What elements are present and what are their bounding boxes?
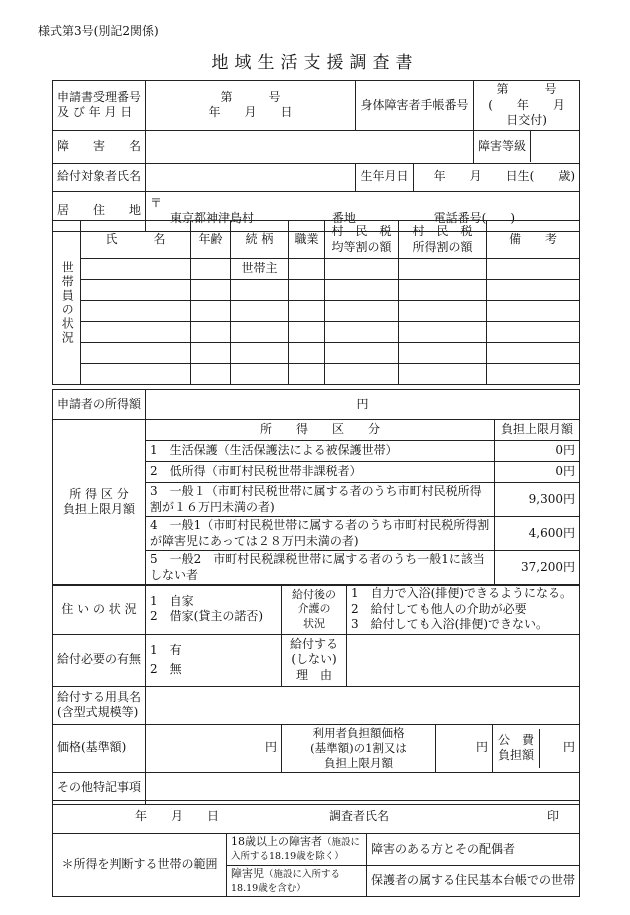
form-number-label: 様式第3号(別記2関係) [38,24,159,38]
member-tax-income-cell[interactable] [399,280,487,301]
member-job-cell[interactable] [289,259,325,280]
signature-row [53,801,580,834]
member-age-cell[interactable] [191,301,231,322]
recipient-name-field[interactable] [146,163,356,191]
household-header-name: 氏 名 [81,221,191,259]
burden-limit-amount: 0円 [495,462,580,483]
member-relation-cell[interactable] [231,343,289,364]
income-class-option[interactable]: 3 一般１（市町村民税世帯に属する者のうち市町村民税所得割が１６万円未満の者) [146,483,495,517]
scope-child-label: 障害児（施設に入所する18.19歳を含む） [227,865,367,897]
household-header-notes: 備 考 [487,221,580,259]
housing-option-rent[interactable]: 2 借家(貸主の諾否) [150,609,263,624]
seal-mark: 印 [546,809,559,824]
household-row [53,280,580,301]
investigator-name-label: 調査者氏名 [329,809,390,824]
reason-field[interactable] [347,634,580,686]
household-header-relation: 続 柄 [231,221,289,259]
burden-limit-amount: 37,200円 [495,551,580,585]
address-label: 居 住 地 [53,191,146,231]
member-tax-flat-cell[interactable] [325,364,399,385]
member-relation-cell[interactable] [231,301,289,322]
necessity-option-yes[interactable]: 1 有 [150,642,182,657]
housing-option-own[interactable]: 1 自家 [150,593,194,608]
public-burden-label: 公 費 負担額 [493,729,540,768]
member-notes-cell[interactable] [487,280,580,301]
household-table [52,220,580,385]
income-class-option[interactable]: 5 一般2 市町村民税課税世帯に属する者のうち一般1に該当しない者 [146,551,495,585]
member-tax-flat-cell[interactable] [325,259,399,280]
member-tax-flat-cell[interactable] [325,322,399,343]
member-tax-income-cell[interactable] [399,259,487,280]
income-class-header: 所 得 区 分 [146,420,495,441]
member-notes-cell[interactable] [487,259,580,280]
necessity-option-no[interactable]: 2 無 [150,662,182,677]
address-village: 東京都神津島村 [170,211,255,226]
applicant-basic-table [52,80,580,232]
member-notes-cell[interactable] [487,343,580,364]
burden-limit-amount: 0円 [495,441,580,462]
address-lot-label: 番地 [331,211,356,226]
scope-adult-label: 18歳以上の障害者（施設に入所する18.19歳を除く） [227,834,367,866]
member-tax-flat-cell[interactable] [325,301,399,322]
burden-limit-amount: 4,600円 [495,517,580,551]
birth-date-label: 生年月日 [356,163,414,191]
applicant-income-unit: 円 [356,396,369,411]
member-tax-flat-cell[interactable] [325,343,399,364]
care-status-label: 給付後の 介護の 状況 [282,585,347,635]
member-age-cell[interactable] [191,322,231,343]
member-name-cell[interactable] [81,343,191,364]
burden-limit-amount: 9,300円 [495,483,580,517]
income-class-option[interactable]: 1 生活保護（生活保護法による被保護世帯） [146,441,495,462]
member-name-cell[interactable] [81,301,191,322]
income-class-label: 所 得 区 分 負担上限月額 [53,420,146,586]
household-header-tax-flat: 村 民 税 均等割の額 [325,221,399,259]
necessity-options[interactable] [146,634,282,686]
care-status-options[interactable] [347,585,580,635]
user-burden-field[interactable]: 円 [436,724,493,772]
member-tax-income-cell[interactable] [399,343,487,364]
price-field[interactable]: 円 [146,724,282,772]
signature-table [52,800,580,834]
household-scope-table [52,833,580,897]
member-job-cell[interactable] [289,364,325,385]
income-class-option[interactable]: 4 一般1（市町村民税世帯に属する者のうち市町村民税所得割が障害児にあっては２８万円未満の者) [146,517,495,551]
handbook-number-field[interactable]: 第 号 ( 年 月 日交付) [474,81,580,131]
disability-name-field[interactable] [146,130,474,163]
member-relation-cell[interactable] [231,364,289,385]
member-age-cell[interactable] [191,259,231,280]
public-burden-cell[interactable] [493,724,580,772]
receipt-number-label: 申請書受理番号 及 び 年 月 日 [53,81,146,131]
income-table [52,389,580,420]
member-name-cell[interactable] [81,280,191,301]
household-row [53,364,580,385]
equipment-name-label: 給付する用具名 (含型式規模等) [53,686,146,724]
disability-grade-cell[interactable] [474,130,580,163]
disability-name-label: 障 害 名 [53,130,146,163]
care-option-2[interactable]: 2 給付しても他人の介助が必要 [351,601,527,616]
household-header-tax-income: 村 民 税 所得割の額 [399,221,487,259]
member-notes-cell[interactable] [487,364,580,385]
member-job-cell[interactable] [289,280,325,301]
member-relation-cell[interactable] [231,322,289,343]
recipient-name-label: 給付対象者氏名 [53,163,146,191]
disability-grade-label: 障害等級 [474,131,531,162]
member-age-cell[interactable] [191,364,231,385]
member-name-cell[interactable] [81,364,191,385]
member-relation-cell[interactable]: 世帯主 [231,259,289,280]
handbook-number-label: 身体障害者手帳番号 [356,81,474,131]
household-row [53,301,580,322]
member-notes-cell[interactable] [487,322,580,343]
member-notes-cell[interactable] [487,301,580,322]
burden-limit-header: 負担上限月額 [495,420,580,441]
household-row [53,343,580,364]
member-name-cell[interactable] [81,322,191,343]
member-name-cell[interactable] [81,259,191,280]
phone-label: 電話番号( ) [433,211,516,226]
scope-adult-range: 障害のある方とその配偶者 [367,834,580,866]
member-job-cell[interactable] [289,322,325,343]
applicant-income-label: 申請者の所得額 [53,390,146,420]
price-label: 価格(基準額) [53,724,146,772]
public-burden-unit: 円 [563,740,576,755]
household-header-age: 年齢 [191,221,231,259]
housing-options[interactable] [146,585,282,635]
care-option-1[interactable]: 1 自力で入浴(排便)できるようになる。 [351,586,572,600]
housing-label: 住 い の 状 況 [53,585,146,635]
income-class-option[interactable]: 2 低所得（市町村民税世帯非課税者） [146,462,495,483]
necessity-label: 給付必要の有無 [53,634,146,686]
household-row [53,259,580,280]
document-title: 地域生活支援調査書 [211,53,419,73]
scope-child-range: 保護者の属する住民基本台帳での世帯 [367,865,580,897]
equipment-name-field[interactable] [146,686,580,724]
member-relation-cell[interactable] [231,280,289,301]
care-option-3[interactable]: 3 給付しても入浴(排便)できない。 [351,617,548,632]
applicant-income-field[interactable] [146,390,580,420]
household-scope-label: ＊所得を判断する世帯の範囲 [53,834,227,897]
receipt-number-field[interactable]: 第 号 年 月 日 [146,81,356,131]
member-tax-income-cell[interactable] [399,301,487,322]
member-job-cell[interactable] [289,343,325,364]
member-age-cell[interactable] [191,343,231,364]
postal-mark: 〒 [150,195,163,210]
income-class-table [52,419,580,586]
member-age-cell[interactable] [191,280,231,301]
household-side-label: 世帯員の状況 [53,221,81,385]
survey-date[interactable]: 年 月 日 [135,809,220,824]
member-tax-income-cell[interactable] [399,364,487,385]
household-header-job: 職業 [289,221,325,259]
member-tax-flat-cell[interactable] [325,280,399,301]
user-burden-label: 利用者負担額価格 (基準額)の1割又は 負担上限月額 [282,724,436,772]
member-tax-income-cell[interactable] [399,322,487,343]
special-notes-label: その他特記事項 [53,772,146,804]
member-job-cell[interactable] [289,301,325,322]
birth-date-field[interactable]: 年 月 日生( 歳) [414,163,580,191]
reason-label: 給付する (しない) 理 由 [282,634,347,686]
assessment-table [52,584,580,805]
household-row [53,322,580,343]
